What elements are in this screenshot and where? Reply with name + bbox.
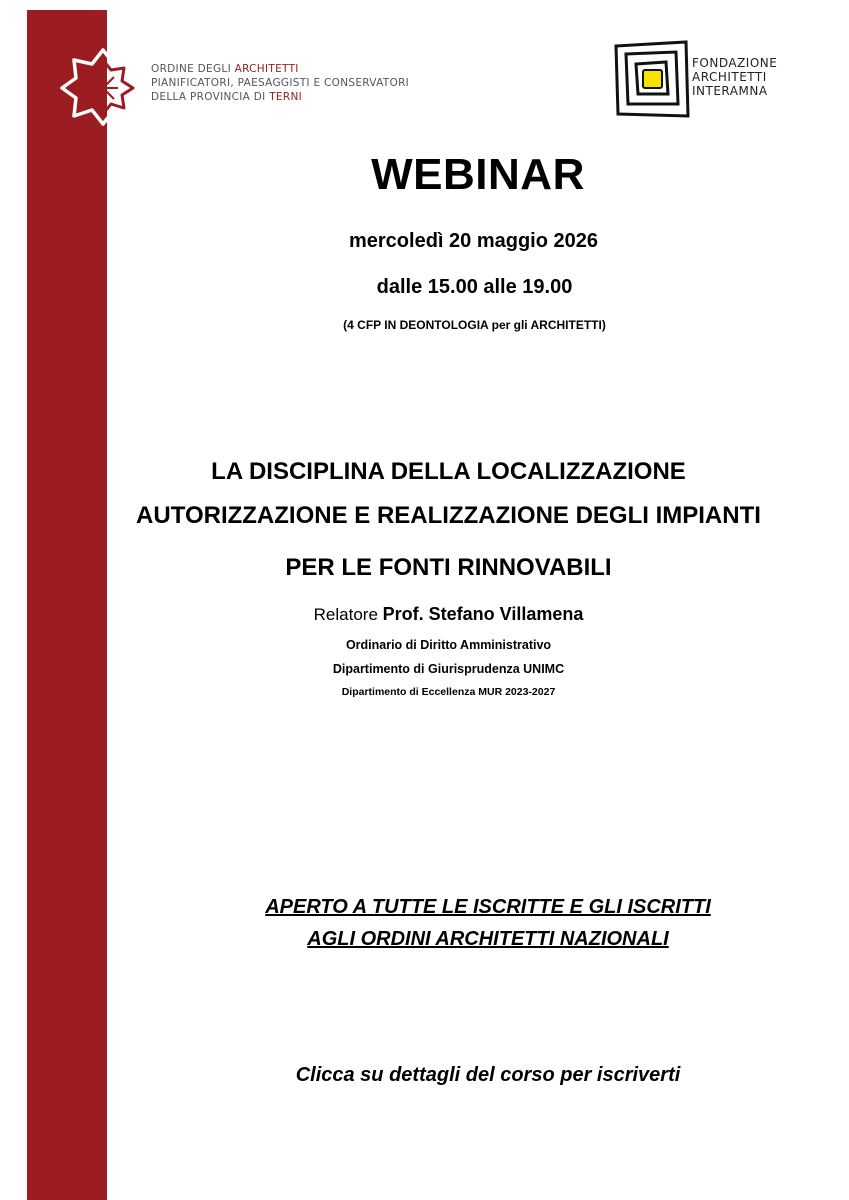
event-time: dalle 15.00 alle 19.00 (376, 276, 573, 298)
ordine-star-logo-icon (58, 46, 148, 126)
ordine-line1: ORDINE DEGLI ARCHITETTI (151, 63, 299, 75)
fondazione-line3: INTERAMNA (692, 84, 768, 98)
registration-call-to-action[interactable]: Clicca su dettagli del corso per iscriverti (295, 1064, 681, 1086)
fondazione-name (692, 56, 777, 98)
ordine-line3: DELLA PROVINCIA DI TERNI (151, 91, 302, 103)
fondazione-line1: FONDAZIONE (692, 56, 778, 70)
speaker-affiliation-2: Dipartimento di Giurisprudenza UNIMC (332, 662, 565, 676)
speaker (0, 604, 849, 625)
ordine-line2: PIANIFICATORI, PAESAGGISTI E CONSERVATORI (151, 77, 410, 89)
audience-line2: AGLI ORDINI ARCHITETTI NAZIONALI (307, 928, 669, 950)
audience-line1: APERTO A TUTTE LE ISCRITTE E GLI ISCRITTI (265, 896, 711, 918)
ordine-name (151, 62, 409, 104)
event-type-title: WEBINAR (371, 150, 585, 199)
speaker-name: Prof. Stefano Villamena (382, 604, 584, 624)
course-title-line2: AUTORIZZAZIONE E REALIZZAZIONE DEGLI IMPIANTI (136, 502, 761, 529)
fondazione-line2: ARCHITETTI (692, 70, 767, 84)
speaker-label: Relatore (313, 605, 383, 624)
speaker-affiliation-3: Dipartimento di Eccellenza MUR 2023-2027 (341, 686, 556, 698)
course-title-line3: PER LE FONTI RINNOVABILI (285, 554, 612, 581)
event-date: mercoledì 20 maggio 2026 (348, 230, 598, 252)
speaker-affiliation-1: Ordinario di Diritto Amministrativo (345, 638, 552, 652)
event-credits: (4 CFP IN DEONTOLOGIA per gli ARCHITETTI) (343, 318, 606, 332)
fondazione-square-logo-icon (612, 38, 692, 118)
course-title-line1: LA DISCIPLINA DELLA LOCALIZZAZIONE (211, 458, 686, 485)
